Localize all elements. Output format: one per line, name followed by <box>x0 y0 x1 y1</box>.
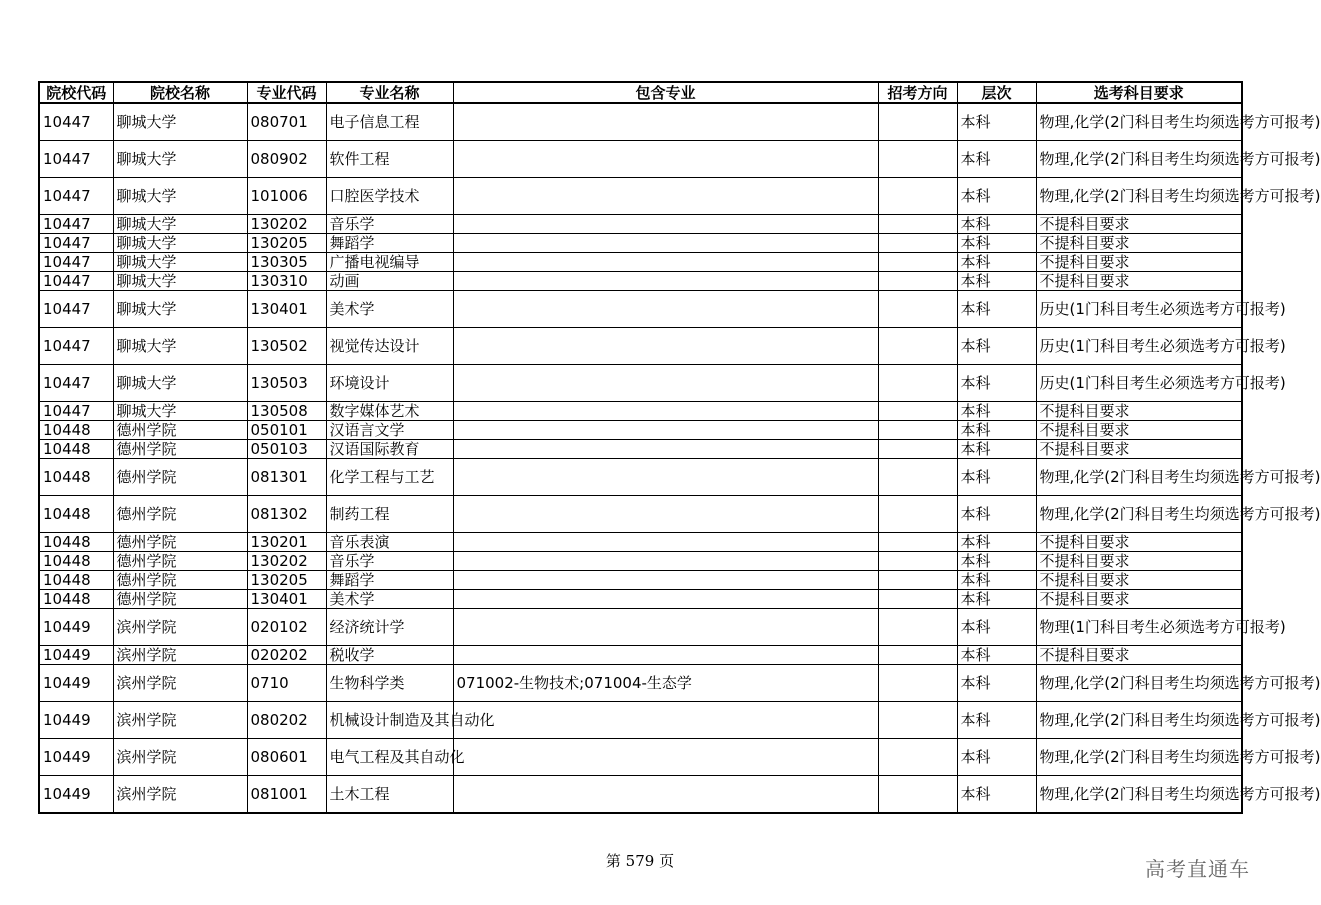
school-code-cell: 10448 <box>39 552 113 571</box>
major-name-cell: 音乐学 <box>326 552 453 571</box>
major-name-cell: 音乐表演 <box>326 533 453 552</box>
major-code-cell: 080601 <box>247 739 326 776</box>
major-name-cell: 软件工程 <box>326 141 453 178</box>
level-cell: 本科 <box>957 291 1036 328</box>
direction-cell <box>878 215 957 234</box>
subject-requirement-cell: 物理,化学(2门科目考生均须选考方可报考) <box>1036 459 1242 496</box>
subject-requirement-cell: 不提科目要求 <box>1036 552 1242 571</box>
school-code-cell: 10448 <box>39 571 113 590</box>
major-name-cell: 舞蹈学 <box>326 234 453 253</box>
level-cell: 本科 <box>957 609 1036 646</box>
column-header: 院校代码 <box>39 82 113 103</box>
school-code-cell: 10447 <box>39 253 113 272</box>
direction-cell <box>878 103 957 141</box>
table-row <box>39 402 1242 421</box>
included-majors-cell <box>453 365 878 402</box>
table-row <box>39 646 1242 665</box>
level-cell: 本科 <box>957 496 1036 533</box>
major-code-cell: 130310 <box>247 272 326 291</box>
major-name-cell: 制药工程 <box>326 496 453 533</box>
school-code-cell: 10447 <box>39 234 113 253</box>
major-name-cell: 汉语言文学 <box>326 421 453 440</box>
included-majors-cell <box>453 496 878 533</box>
table-row <box>39 328 1242 365</box>
major-code-cell: 080902 <box>247 141 326 178</box>
school-name-cell: 聊城大学 <box>113 103 247 141</box>
table-row <box>39 272 1242 291</box>
subject-requirement-cell: 不提科目要求 <box>1036 215 1242 234</box>
school-name-cell: 聊城大学 <box>113 365 247 402</box>
direction-cell <box>878 702 957 739</box>
subject-requirement-cell: 历史(1门科目考生必须选考方可报考) <box>1036 291 1242 328</box>
level-cell: 本科 <box>957 328 1036 365</box>
major-code-cell: 081301 <box>247 459 326 496</box>
subject-requirement-cell: 不提科目要求 <box>1036 421 1242 440</box>
page-number: 第 579 页 <box>605 852 675 870</box>
school-name-cell: 德州学院 <box>113 421 247 440</box>
school-name-cell: 聊城大学 <box>113 215 247 234</box>
level-cell: 本科 <box>957 402 1036 421</box>
major-code-cell: 130202 <box>247 215 326 234</box>
included-majors-cell <box>453 215 878 234</box>
table-row <box>39 496 1242 533</box>
subject-requirement-cell: 不提科目要求 <box>1036 272 1242 291</box>
column-header: 招考方向 <box>878 82 957 103</box>
included-majors-cell <box>453 459 878 496</box>
level-cell: 本科 <box>957 646 1036 665</box>
level-cell: 本科 <box>957 178 1036 215</box>
major-name-cell: 经济统计学 <box>326 609 453 646</box>
subject-requirement-cell: 不提科目要求 <box>1036 402 1242 421</box>
included-majors-cell <box>453 590 878 609</box>
table-row <box>39 234 1242 253</box>
included-majors-cell <box>453 702 878 739</box>
school-name-cell: 德州学院 <box>113 440 247 459</box>
table-row <box>39 702 1242 739</box>
direction-cell <box>878 609 957 646</box>
table-row <box>39 365 1242 402</box>
major-name-cell: 动画 <box>326 272 453 291</box>
included-majors-cell <box>453 421 878 440</box>
school-name-cell: 聊城大学 <box>113 234 247 253</box>
level-cell: 本科 <box>957 571 1036 590</box>
included-majors-cell <box>453 291 878 328</box>
table-row <box>39 103 1242 141</box>
table-row <box>39 141 1242 178</box>
level-cell: 本科 <box>957 739 1036 776</box>
subject-requirement-cell: 不提科目要求 <box>1036 253 1242 272</box>
subject-requirement-cell: 不提科目要求 <box>1036 646 1242 665</box>
level-cell: 本科 <box>957 590 1036 609</box>
subject-requirement-cell: 物理,化学(2门科目考生均须选考方可报考) <box>1036 178 1242 215</box>
school-code-cell: 10449 <box>39 609 113 646</box>
school-name-cell: 聊城大学 <box>113 272 247 291</box>
major-code-cell: 081001 <box>247 776 326 814</box>
major-name-cell: 数字媒体艺术 <box>326 402 453 421</box>
included-majors-cell <box>453 552 878 571</box>
included-majors-cell <box>453 272 878 291</box>
school-code-cell: 10447 <box>39 365 113 402</box>
major-code-cell: 130503 <box>247 365 326 402</box>
level-cell: 本科 <box>957 459 1036 496</box>
major-code-cell: 130401 <box>247 291 326 328</box>
school-code-cell: 10447 <box>39 215 113 234</box>
subject-requirement-cell: 物理,化学(2门科目考生均须选考方可报考) <box>1036 103 1242 141</box>
table-row <box>39 739 1242 776</box>
major-name-cell: 税收学 <box>326 646 453 665</box>
school-name-cell: 聊城大学 <box>113 291 247 328</box>
school-name-cell: 滨州学院 <box>113 739 247 776</box>
level-cell: 本科 <box>957 103 1036 141</box>
included-majors-cell <box>453 141 878 178</box>
school-name-cell: 聊城大学 <box>113 141 247 178</box>
school-name-cell: 德州学院 <box>113 533 247 552</box>
major-code-cell: 101006 <box>247 178 326 215</box>
school-name-cell: 德州学院 <box>113 552 247 571</box>
table-row <box>39 533 1242 552</box>
major-name-cell: 美术学 <box>326 291 453 328</box>
subject-requirement-cell: 历史(1门科目考生必须选考方可报考) <box>1036 365 1242 402</box>
major-code-cell: 081302 <box>247 496 326 533</box>
school-code-cell: 10448 <box>39 459 113 496</box>
school-code-cell: 10449 <box>39 646 113 665</box>
subject-requirement-cell: 不提科目要求 <box>1036 571 1242 590</box>
level-cell: 本科 <box>957 365 1036 402</box>
school-name-cell: 聊城大学 <box>113 178 247 215</box>
level-cell: 本科 <box>957 665 1036 702</box>
direction-cell <box>878 328 957 365</box>
direction-cell <box>878 272 957 291</box>
direction-cell <box>878 646 957 665</box>
school-code-cell: 10447 <box>39 328 113 365</box>
major-code-cell: 130502 <box>247 328 326 365</box>
major-code-cell: 130205 <box>247 234 326 253</box>
subject-requirement-cell: 不提科目要求 <box>1036 440 1242 459</box>
included-majors-cell: 071002-生物技术;071004-生态学 <box>453 665 878 702</box>
level-cell: 本科 <box>957 702 1036 739</box>
table-row <box>39 776 1242 814</box>
major-name-cell: 环境设计 <box>326 365 453 402</box>
majors-table <box>38 81 1321 814</box>
level-cell: 本科 <box>957 272 1036 291</box>
table-row <box>39 609 1242 646</box>
major-name-cell: 电气工程及其自动化 <box>326 739 453 776</box>
major-code-cell: 050103 <box>247 440 326 459</box>
school-code-cell: 10448 <box>39 533 113 552</box>
included-majors-cell <box>453 533 878 552</box>
direction-cell <box>878 440 957 459</box>
column-header: 选考科目要求 <box>1036 82 1242 103</box>
direction-cell <box>878 739 957 776</box>
column-header: 层次 <box>957 82 1036 103</box>
major-code-cell: 130305 <box>247 253 326 272</box>
table-row <box>39 665 1242 702</box>
included-majors-cell <box>453 739 878 776</box>
direction-cell <box>878 402 957 421</box>
table-row <box>39 421 1242 440</box>
school-name-cell: 聊城大学 <box>113 402 247 421</box>
school-code-cell: 10447 <box>39 291 113 328</box>
school-name-cell: 滨州学院 <box>113 646 247 665</box>
level-cell: 本科 <box>957 440 1036 459</box>
level-cell: 本科 <box>957 234 1036 253</box>
school-name-cell: 滨州学院 <box>113 702 247 739</box>
school-code-cell: 10449 <box>39 739 113 776</box>
school-code-cell: 10448 <box>39 421 113 440</box>
table-row <box>39 215 1242 234</box>
column-header: 包含专业 <box>453 82 878 103</box>
subject-requirement-cell: 物理,化学(2门科目考生均须选考方可报考) <box>1036 496 1242 533</box>
included-majors-cell <box>453 609 878 646</box>
direction-cell <box>878 178 957 215</box>
major-name-cell: 舞蹈学 <box>326 571 453 590</box>
level-cell: 本科 <box>957 421 1036 440</box>
included-majors-cell <box>453 571 878 590</box>
direction-cell <box>878 552 957 571</box>
school-name-cell: 滨州学院 <box>113 665 247 702</box>
direction-cell <box>878 590 957 609</box>
subject-requirement-cell: 不提科目要求 <box>1036 234 1242 253</box>
subject-requirement-cell: 物理,化学(2门科目考生均须选考方可报考) <box>1036 665 1242 702</box>
direction-cell <box>878 571 957 590</box>
school-name-cell: 聊城大学 <box>113 328 247 365</box>
school-code-cell: 10447 <box>39 178 113 215</box>
school-name-cell: 德州学院 <box>113 590 247 609</box>
level-cell: 本科 <box>957 215 1036 234</box>
major-name-cell: 口腔医学技术 <box>326 178 453 215</box>
major-code-cell: 130202 <box>247 552 326 571</box>
table-row <box>39 253 1242 272</box>
included-majors-cell <box>453 402 878 421</box>
school-code-cell: 10448 <box>39 590 113 609</box>
major-name-cell: 机械设计制造及其自动化 <box>326 702 453 739</box>
school-name-cell: 德州学院 <box>113 571 247 590</box>
major-name-cell: 视觉传达设计 <box>326 328 453 365</box>
direction-cell <box>878 665 957 702</box>
major-code-cell: 050101 <box>247 421 326 440</box>
major-code-cell: 0710 <box>247 665 326 702</box>
included-majors-cell <box>453 646 878 665</box>
school-code-cell: 10447 <box>39 141 113 178</box>
included-majors-cell <box>453 440 878 459</box>
subject-requirement-cell: 物理,化学(2门科目考生均须选考方可报考) <box>1036 776 1242 814</box>
major-name-cell: 土木工程 <box>326 776 453 814</box>
level-cell: 本科 <box>957 141 1036 178</box>
subject-requirement-cell: 物理,化学(2门科目考生均须选考方可报考) <box>1036 141 1242 178</box>
major-code-cell: 020202 <box>247 646 326 665</box>
included-majors-cell <box>453 103 878 141</box>
direction-cell <box>878 496 957 533</box>
table-row <box>39 291 1242 328</box>
level-cell: 本科 <box>957 776 1036 814</box>
level-cell: 本科 <box>957 552 1036 571</box>
table-body <box>39 103 1321 813</box>
direction-cell <box>878 459 957 496</box>
subject-requirement-cell: 物理(1门科目考生必须选考方可报考) <box>1036 609 1242 646</box>
subject-requirement-cell: 不提科目要求 <box>1036 590 1242 609</box>
subject-requirement-cell: 物理,化学(2门科目考生均须选考方可报考) <box>1036 739 1242 776</box>
major-name-cell: 生物科学类 <box>326 665 453 702</box>
school-code-cell: 10449 <box>39 702 113 739</box>
included-majors-cell <box>453 328 878 365</box>
school-code-cell: 10448 <box>39 440 113 459</box>
major-name-cell: 汉语国际教育 <box>326 440 453 459</box>
major-code-cell: 130508 <box>247 402 326 421</box>
direction-cell <box>878 291 957 328</box>
school-name-cell: 滨州学院 <box>113 776 247 814</box>
level-cell: 本科 <box>957 253 1036 272</box>
column-header: 院校名称 <box>113 82 247 103</box>
subject-requirement-cell: 历史(1门科目考生必须选考方可报考) <box>1036 328 1242 365</box>
table-row <box>39 440 1242 459</box>
table-row <box>39 178 1242 215</box>
direction-cell <box>878 253 957 272</box>
table-row <box>39 590 1242 609</box>
major-code-cell: 080202 <box>247 702 326 739</box>
column-header: 专业代码 <box>247 82 326 103</box>
school-name-cell: 聊城大学 <box>113 253 247 272</box>
major-name-cell: 电子信息工程 <box>326 103 453 141</box>
column-header: 专业名称 <box>326 82 453 103</box>
school-code-cell: 10447 <box>39 103 113 141</box>
included-majors-cell <box>453 234 878 253</box>
major-name-cell: 广播电视编导 <box>326 253 453 272</box>
direction-cell <box>878 421 957 440</box>
major-code-cell: 130201 <box>247 533 326 552</box>
major-code-cell: 080701 <box>247 103 326 141</box>
major-code-cell: 130205 <box>247 571 326 590</box>
level-cell: 本科 <box>957 533 1036 552</box>
direction-cell <box>878 533 957 552</box>
included-majors-cell <box>453 776 878 814</box>
school-code-cell: 10449 <box>39 665 113 702</box>
major-name-cell: 音乐学 <box>326 215 453 234</box>
major-name-cell: 化学工程与工艺 <box>326 459 453 496</box>
school-code-cell: 10447 <box>39 402 113 421</box>
major-code-cell: 020102 <box>247 609 326 646</box>
direction-cell <box>878 141 957 178</box>
major-code-cell: 130401 <box>247 590 326 609</box>
direction-cell <box>878 365 957 402</box>
table-header-row <box>39 82 1242 103</box>
watermark: 高考直通车 <box>1145 857 1250 881</box>
school-code-cell: 10448 <box>39 496 113 533</box>
direction-cell <box>878 776 957 814</box>
included-majors-cell <box>453 178 878 215</box>
table-row <box>39 459 1242 496</box>
subject-requirement-cell: 不提科目要求 <box>1036 533 1242 552</box>
school-name-cell: 德州学院 <box>113 459 247 496</box>
major-name-cell: 美术学 <box>326 590 453 609</box>
direction-cell <box>878 234 957 253</box>
school-code-cell: 10449 <box>39 776 113 814</box>
table-row <box>39 571 1242 590</box>
subject-requirement-cell: 物理,化学(2门科目考生均须选考方可报考) <box>1036 702 1242 739</box>
school-name-cell: 德州学院 <box>113 496 247 533</box>
school-code-cell: 10447 <box>39 272 113 291</box>
school-name-cell: 滨州学院 <box>113 609 247 646</box>
included-majors-cell <box>453 253 878 272</box>
table-row <box>39 552 1242 571</box>
